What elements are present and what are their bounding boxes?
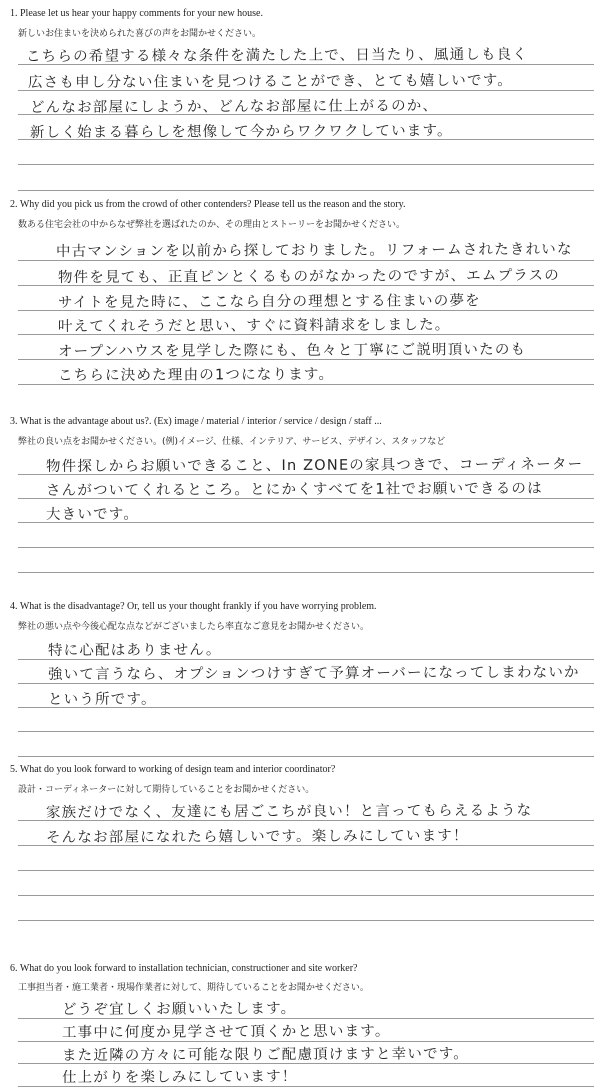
question-6-english: 6. What do you look forward to installation technician, constructioner and site worker? xyxy=(10,963,358,974)
answer-rule xyxy=(18,870,594,871)
answer-1-line-4: 新しく始まる暮らしを想像して今からワクワクしています。 xyxy=(29,123,453,142)
question-2-english: 2. Why did you pick us from the crowd of other contenders? Please tell us the reason and the story. xyxy=(10,199,406,210)
answer-6-line-3: また近隣の方々に可能な限りご配慮頂けますと幸いです。 xyxy=(61,1046,470,1064)
answer-2-line-3: サイトを見た時に、ここなら自分の理想とする住まいの夢を xyxy=(57,293,481,311)
question-3-japanese: 弊社の良い点をお聞かせください。(例)イメージ、仕様、インテリア、サービス、デザイン、スタッフなど xyxy=(18,437,446,447)
answer-rule xyxy=(18,547,594,548)
answer-5-line-2: そんなお部屋になれたら嬉しいです。楽しみにしています！ xyxy=(45,828,469,846)
answer-3-line-3: 大きいです。 xyxy=(45,506,140,523)
answer-4-line-1: 特に心配はありません。 xyxy=(47,642,222,659)
answer-1-line-3: どんなお部屋にしようか、どんなお部屋に仕上がるのか、 xyxy=(29,98,439,117)
question-6-japanese: 工事担当者・施工業者・現場作業者に対して、期待していることをお聞かせください。 xyxy=(18,983,369,993)
answer-rule xyxy=(18,731,594,732)
answer-rule xyxy=(18,164,594,165)
answer-2-line-6: こちらに決めた理由の1つになります。 xyxy=(57,366,335,384)
answer-2-line-5: オープンハウスを見学した際にも、色々と丁寧にご説明頂いたのも xyxy=(57,341,527,360)
question-4-english: 4. What is the disadvantage? Or, tell us your thought frankly if you have worrying problem. xyxy=(10,601,377,612)
answer-rule xyxy=(18,920,594,921)
question-3-english: 3. What is the advantage about us?. (Ex) image / material / interior / service / design / staff ... xyxy=(10,416,382,427)
answer-4-line-3: という所です。 xyxy=(47,691,157,708)
answer-3-line-2: さんがついてくれるところ。とにかくすべてを1社でお願いできるのは xyxy=(45,480,543,499)
answer-6-line-1: どうぞ宜しくお願いいたします。 xyxy=(61,1000,297,1018)
question-4-japanese: 弊社の悪い点や今後心配な点などがございましたら率直なご意見をお聞かせください。 xyxy=(18,622,370,632)
answer-6-line-4: 仕上がりを楽しみにしています！ xyxy=(61,1068,298,1086)
question-1-japanese: 新しいお住まいを決められた喜びの声をお聞かせください。 xyxy=(18,29,262,39)
answer-4-line-2: 強いて言うなら、オプションつけすぎて予算オーバーになってしまわないか xyxy=(47,664,580,683)
answer-rule xyxy=(18,895,594,896)
question-5-english: 5. What do you look forward to working of design team and interior coordinator? xyxy=(10,764,336,775)
answer-rule xyxy=(18,572,594,573)
question-1-english: 1. Please let us hear your happy comments for your new house. xyxy=(10,8,263,19)
answer-3-line-1: 物件探しからお願いできること、In ZONEの家具つきで、コーディネーター xyxy=(45,456,584,475)
answer-1-line-1: こちらの希望する様々な条件を満たした上で、日当たり、風通しも良く xyxy=(25,46,529,66)
question-2-japanese: 数ある住宅会社の中からなぜ弊社を選ばれたのか、その理由とストーリーをお聞かせください。 xyxy=(18,220,406,230)
answer-2-line-2: 物件を見ても、正直ピンとくるものがなかったのですが、エムプラスの xyxy=(57,267,560,286)
answer-6-line-2: 工事中に何度か見学させて頂くかと思います。 xyxy=(61,1023,391,1041)
answer-rule xyxy=(18,190,594,191)
answer-2-line-4: 叶えてくれそうだと思い、すぐに資料請求をしました。 xyxy=(57,317,451,335)
answer-1-line-2: 広さも申し分ない住まいを見つけることができ、とても嬉しいです。 xyxy=(27,72,513,92)
answer-rule xyxy=(18,756,594,757)
question-5-japanese: 設計・コーディネーターに対して期待していることをお聞かせください。 xyxy=(18,785,315,795)
answer-5-line-1: 家族だけでなく、友達にも居ごこちが良い！と言ってもらえるような xyxy=(45,802,533,821)
answer-2-line-1: 中古マンションを以前から探しておりました。リフォームされたきれいな xyxy=(55,241,573,260)
